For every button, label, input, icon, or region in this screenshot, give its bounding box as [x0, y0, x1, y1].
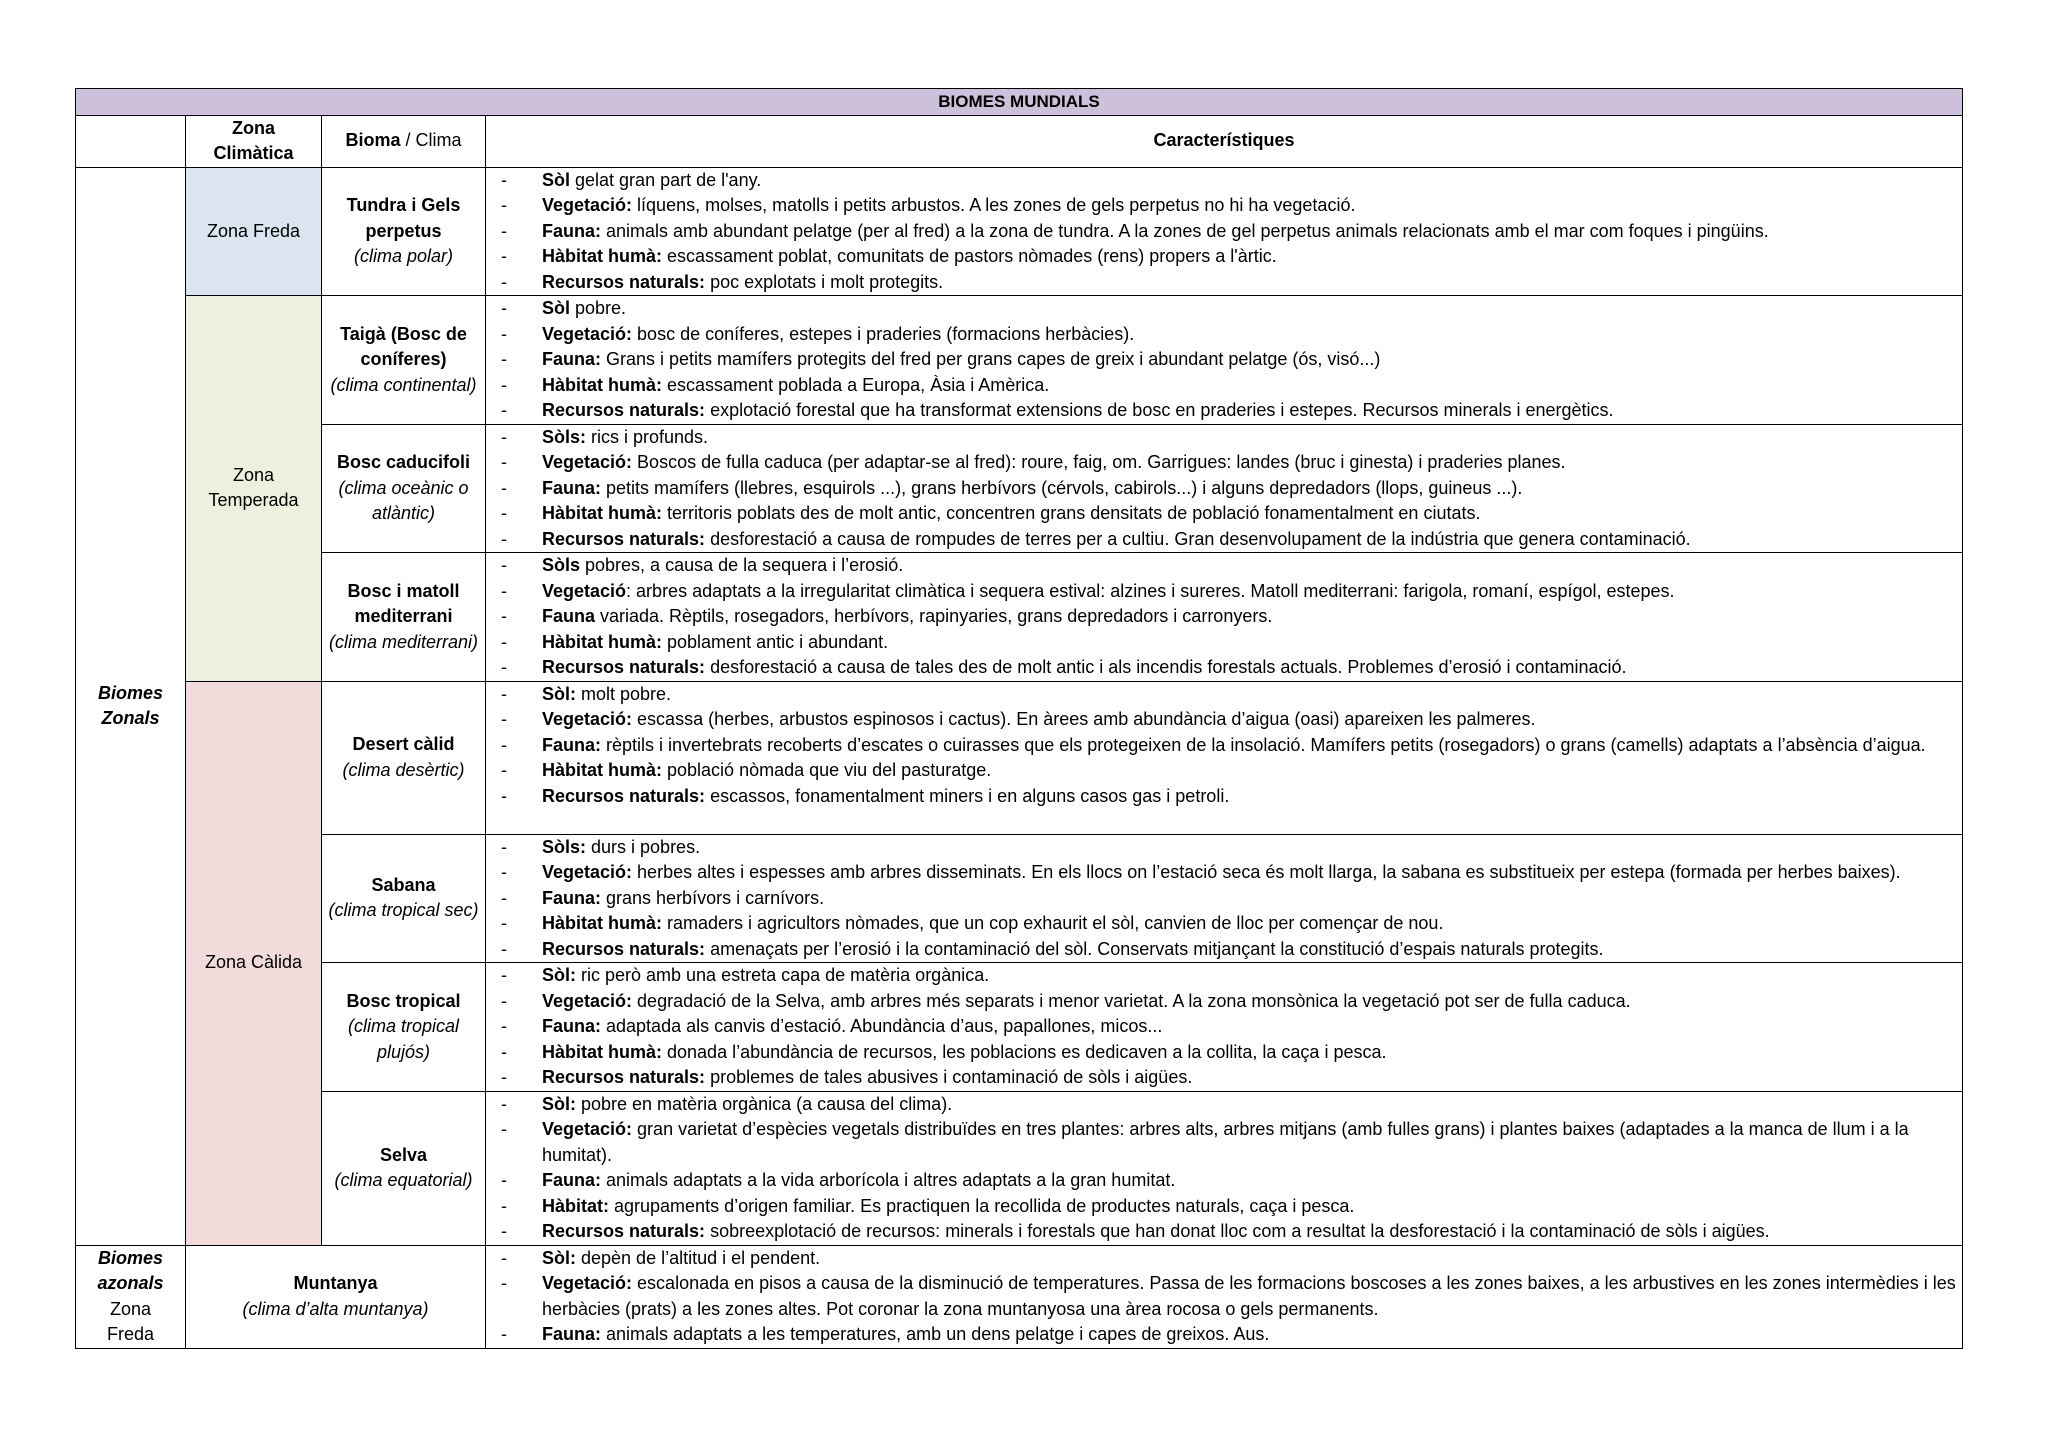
- characteristic-item: [486, 373, 1956, 399]
- characteristic-text: desforestació a causa de tales des de molt antic i als incendis forestals actuals. Problemes d’erosió i contaminació.: [705, 657, 1627, 677]
- characteristic-item: [486, 1117, 1956, 1168]
- characteristic-text: animals amb abundant pelatge (per al fred) a la zona de tundra. A la zones de gel perpetus animals relacionats amb el mar com foques i pingüins.: [601, 220, 1769, 241]
- characteristics-cell: [486, 167, 1963, 296]
- characteristics-cell: [486, 1245, 1963, 1348]
- characteristic-label: Recursos naturals:: [542, 271, 706, 292]
- biome-name: Muntanya: [293, 1273, 378, 1293]
- characteristic-item: [486, 784, 1956, 810]
- header-zona-climatica: [186, 115, 322, 167]
- characteristics-list: [486, 425, 1962, 553]
- characteristic-text: animals adaptats a la vida arborícola i altres adaptats a la gran humitat.: [601, 1170, 1176, 1190]
- biome-cell: [322, 296, 486, 425]
- characteristic-label: Vegetació:: [542, 1119, 633, 1139]
- characteristic-label: Vegetació:: [542, 323, 633, 344]
- characteristics-cell: [486, 553, 1963, 682]
- characteristic-text: líquens, molses, matolls i petits arbustos. A les zones de gels perpetus no hi ha vegetació.: [632, 195, 1356, 215]
- characteristic-text: desforestació a causa de rompudes de terres per a cultiu. Gran desenvolupament de la indústria que genera contaminació.: [705, 528, 1691, 549]
- characteristics-cell: [486, 834, 1963, 963]
- characteristic-item: [486, 835, 1956, 861]
- characteristic-item: [486, 244, 1956, 270]
- group-azonals-label: Biomes azonals: [97, 1247, 164, 1293]
- characteristic-label: Sòls: [542, 555, 581, 575]
- table-row: [76, 167, 1963, 296]
- characteristic-label: Hàbitat humà:: [542, 374, 663, 395]
- characteristic-item: [486, 604, 1956, 630]
- characteristic-label: Vegetació:: [542, 709, 633, 729]
- characteristics-list: [486, 963, 1962, 1091]
- characteristic-label: Fauna:: [542, 1324, 602, 1344]
- characteristic-item: [486, 219, 1956, 245]
- zone-calida: Zona Càlida: [186, 681, 322, 1245]
- characteristic-text: gran varietat d’espècies vegetals distribuïdes en tres plantes: arbres alts, arbres mitjans (amb fulles grans) i plantes baixes (adaptades a la manca de llum i a la humitat).: [542, 1119, 1909, 1165]
- characteristics-list: [486, 1092, 1962, 1245]
- characteristic-item: [486, 1246, 1956, 1272]
- biome-cell: [322, 424, 486, 553]
- characteristic-label: Hàbitat humà:: [542, 913, 663, 933]
- characteristic-text: variada. Rèptils, rosegadors, herbívors, rapinyaries, grans depredadors i carronyers.: [595, 606, 1273, 626]
- characteristic-item: [486, 860, 1956, 886]
- table-row: [76, 1245, 1963, 1348]
- characteristic-text: escalonada en pisos a causa de la disminució de temperatures. Passa de les formacions boscoses a les zones baixes, a les arbustives en les zones intermèdies i les herbàcies (prats) a les zones altes. Pot coronar la zona muntanyosa una àrea rocosa o gels permanents.: [542, 1273, 1956, 1319]
- characteristic-label: Recursos naturals:: [542, 785, 706, 806]
- characteristic-text: sobreexplotació de recursos: minerals i forestals que han donat lloc com a resultat la desforestació i la contaminació de sòls i aigües.: [705, 1221, 1770, 1241]
- characteristic-text: Grans i petits mamífers protegits del fred per grans capes de greix i abundant pelatge (ós, visó...): [601, 349, 1381, 369]
- group-azonals-zone: Zona Freda: [106, 1298, 155, 1344]
- characteristic-label: Hàbitat humà:: [542, 1041, 663, 1062]
- characteristics-list: [486, 296, 1962, 424]
- characteristics-cell: [486, 963, 1963, 1092]
- biome-name: Bosc i matoll mediterrani: [347, 580, 460, 626]
- biome-name: Bosc tropical: [346, 990, 461, 1011]
- characteristic-text: poblament antic i abundant.: [662, 631, 889, 652]
- characteristic-label: Hàbitat:: [542, 1195, 609, 1216]
- biome-climate: (clima tropical sec): [328, 900, 479, 921]
- table-row: [76, 296, 1963, 425]
- characteristic-text: població nòmada que viu del pasturatge.: [662, 760, 992, 780]
- characteristic-text: gelat gran part de l'any.: [570, 169, 762, 190]
- biome-cell: [322, 963, 486, 1092]
- characteristic-text: ric però amb una estreta capa de matèria orgànica.: [576, 965, 990, 985]
- characteristic-item: [486, 398, 1956, 424]
- biome-name: Bosc caducifoli: [336, 452, 471, 472]
- characteristic-label: Sòl:: [542, 1093, 576, 1114]
- characteristic-label: Sòls:: [542, 836, 587, 857]
- characteristic-text: rèptils i invertebrats recoberts d’escates o cuirasses que els protegeixen de la insolació. Mamífers petits (rosegadors) o grans (camells) adaptats a l’absència d’aigua.: [601, 734, 1926, 755]
- characteristic-label: Fauna:: [542, 477, 602, 498]
- characteristic-text: depèn de l’altitud i el pendent.: [576, 1247, 821, 1268]
- characteristic-label: Sòls:: [542, 426, 587, 447]
- characteristic-text: escassos, fonamentalment miners i en alguns casos gas i petroli.: [705, 785, 1230, 806]
- group-biomes-zonals: [76, 167, 186, 1245]
- characteristic-label: Sòl: [542, 298, 571, 318]
- characteristic-item: [486, 911, 1956, 937]
- biome-name: Selva: [379, 1144, 428, 1165]
- characteristic-label: Fauna:: [542, 220, 602, 241]
- characteristic-item: [486, 1271, 1956, 1322]
- characteristic-label: Hàbitat humà:: [542, 246, 663, 266]
- characteristic-item: [486, 296, 1956, 322]
- biome-climate: (clima d’alta muntanya): [242, 1298, 429, 1319]
- biome-name: Desert càlid: [352, 734, 455, 754]
- biome-climate: (clima continental): [330, 374, 477, 395]
- table-row: [76, 1091, 1963, 1245]
- characteristics-list: [486, 835, 1962, 963]
- characteristic-label: Vegetació:: [542, 990, 633, 1011]
- header-clima-label: / Clima: [400, 130, 462, 151]
- biome-cell: [322, 834, 486, 963]
- characteristic-text: adaptada als canvis d’estació. Abundància d’aus, papallones, micos...: [601, 1016, 1163, 1036]
- characteristic-text: problemes de tales abusives i contaminació de sòls i aigües.: [705, 1067, 1193, 1087]
- characteristic-item: [486, 1065, 1956, 1091]
- characteristic-item: [486, 270, 1956, 296]
- characteristic-text: pobre en matèria orgànica (a causa del clima).: [576, 1093, 953, 1114]
- characteristic-label: Hàbitat humà:: [542, 760, 663, 780]
- characteristic-label: Fauna:: [542, 349, 602, 369]
- biome-climate: (clima tropical plujós): [347, 1016, 460, 1062]
- characteristic-item: [486, 733, 1956, 759]
- characteristic-label: Fauna:: [542, 887, 602, 908]
- characteristic-item: [486, 1040, 1956, 1066]
- characteristic-label: Vegetació:: [542, 195, 633, 215]
- characteristic-text: : arbres adaptats a la irregularitat climàtica i sequera estival: alzines i sureres. Matoll mediterrani: farigola, romaní, espígol, estepes.: [626, 580, 1675, 601]
- characteristic-item: [486, 989, 1956, 1015]
- biome-cell: [322, 553, 486, 682]
- biome-climate: (clima oceànic o atlàntic): [338, 477, 469, 523]
- characteristic-text: durs i pobres.: [586, 836, 701, 857]
- characteristic-item: [486, 553, 1956, 579]
- characteristic-label: Recursos naturals:: [542, 657, 706, 677]
- characteristic-item: [486, 1014, 1956, 1040]
- characteristic-text: petits mamífers (llebres, esquirols ...), grans herbívors (cérvols, cabirols...) i alguns depredadors (llops, guineus ...).: [601, 477, 1523, 498]
- zone-freda: Zona Freda: [186, 167, 322, 296]
- characteristic-label: Recursos naturals:: [542, 1221, 706, 1241]
- table-row: [76, 834, 1963, 963]
- table-row: [76, 424, 1963, 553]
- characteristic-text: amenaçats per l’erosió i la contaminació del sòl. Conservats mitjançant la constitució d’espais naturals protegits.: [705, 938, 1604, 959]
- characteristic-label: Fauna: [542, 606, 596, 626]
- zone-temperada: [186, 296, 322, 682]
- table-title: BIOMES MUNDIALS: [76, 89, 1963, 116]
- biome-cell: [186, 1245, 486, 1348]
- characteristic-text: molt pobre.: [576, 683, 672, 704]
- biome-climate: (clima desèrtic): [342, 759, 465, 780]
- characteristic-item: [486, 527, 1956, 553]
- biomes-table: [75, 88, 1963, 1349]
- biome-climate: (clima equatorial): [334, 1170, 473, 1190]
- characteristic-text: escassament poblada a Europa, Àsia i Amèrica.: [662, 374, 1050, 395]
- header-bioma-clima: [322, 115, 486, 167]
- characteristic-label: Fauna:: [542, 1170, 602, 1190]
- characteristic-item: [486, 1219, 1956, 1245]
- characteristic-text: ramaders i agricultors nòmades, que un cop exhaurit el sòl, canvien de lloc per començar de nou.: [662, 913, 1444, 933]
- characteristic-text: escassa (herbes, arbustos espinosos i cactus). En àrees amb abundància d’aigua (oasi) apareixen les palmeres.: [632, 709, 1536, 729]
- characteristic-text: grans herbívors i carnívors.: [601, 887, 825, 908]
- characteristic-item: [486, 886, 1956, 912]
- header-zona-label: Zona Climàtica: [213, 117, 294, 163]
- characteristic-label: Hàbitat humà:: [542, 503, 663, 523]
- group-zonals-label: Biomes Zonals: [97, 682, 164, 728]
- characteristic-item: [486, 758, 1956, 784]
- characteristic-item: [486, 347, 1956, 373]
- header-caracteristiques: Característiques: [486, 115, 1963, 167]
- characteristic-text: herbes altes i espesses amb arbres disseminats. En els llocs on l’estació seca és molt llarga, la sabana es substitueix per estepa (formada per herbes baixes).: [632, 862, 1901, 882]
- characteristic-label: Sòl:: [542, 1247, 576, 1268]
- characteristic-text: agrupaments d’origen familiar. Es practiquen la recollida de productes naturals, caça i pesca.: [609, 1195, 1355, 1216]
- characteristic-label: Recursos naturals:: [542, 938, 706, 959]
- characteristic-label: Fauna:: [542, 734, 602, 755]
- characteristics-list: [486, 553, 1962, 681]
- group-biomes-azonals: [76, 1245, 186, 1348]
- characteristics-cell: [486, 681, 1963, 834]
- characteristic-text: animals adaptats a les temperatures, amb un dens pelatge i capes de greixos. Aus.: [601, 1324, 1270, 1344]
- characteristic-label: Sòl:: [542, 965, 576, 985]
- biome-cell: [322, 1091, 486, 1245]
- characteristic-item: [486, 1092, 1956, 1118]
- characteristic-label: Sòl:: [542, 683, 576, 704]
- characteristic-text: explotació forestal que ha transformat extensions de bosc en praderies i estepes. Recursos minerals i energètics.: [705, 400, 1614, 420]
- characteristics-list: [486, 682, 1962, 810]
- characteristic-item: [486, 425, 1956, 451]
- biome-name: Tundra i Gels perpetus: [346, 195, 461, 241]
- characteristic-item: [486, 1168, 1956, 1194]
- characteristic-text: degradació de la Selva, amb arbres més separats i menor varietat. A la zona monsònica la vegetació pot ser de fulla caduca.: [632, 990, 1631, 1011]
- characteristic-text: pobres, a causa de la sequera i l’erosió.: [580, 555, 904, 575]
- characteristic-label: Recursos naturals:: [542, 400, 706, 420]
- characteristic-item: [486, 630, 1956, 656]
- characteristic-text: pobre.: [570, 298, 627, 318]
- characteristic-label: Sòl: [542, 169, 571, 190]
- characteristic-item: [486, 655, 1956, 681]
- biome-cell: [322, 167, 486, 296]
- characteristic-label: Recursos naturals:: [542, 528, 706, 549]
- characteristic-label: Vegetació:: [542, 1273, 633, 1293]
- characteristics-list: [486, 1246, 1962, 1348]
- characteristic-item: [486, 450, 1956, 476]
- characteristic-item: [486, 322, 1956, 348]
- characteristic-item: [486, 501, 1956, 527]
- characteristic-text: escassament poblat, comunitats de pastors nòmades (rens) propers a l'àrtic.: [662, 246, 1277, 266]
- characteristic-item: [486, 168, 1956, 194]
- characteristic-label: Vegetació: [542, 580, 627, 601]
- characteristic-text: poc explotats i molt protegits.: [705, 271, 944, 292]
- characteristic-label: Hàbitat humà:: [542, 631, 663, 652]
- characteristic-text: donada l’abundància de recursos, les poblacions es dedicaven a la collita, la caça i pesca.: [662, 1041, 1387, 1062]
- characteristic-label: Vegetació:: [542, 452, 633, 472]
- biome-cell: [322, 681, 486, 834]
- header-empty-cell: [76, 115, 186, 167]
- characteristic-item: [486, 476, 1956, 502]
- zone-temperada-label: Zona Temperada: [208, 464, 299, 511]
- table-row: [76, 681, 1963, 834]
- characteristic-text: Boscos de fulla caduca (per adaptar-se al fred): roure, faig, om. Garrigues: landes (bruc i ginesta) i praderies planes.: [632, 452, 1566, 472]
- table-row: [76, 553, 1963, 682]
- characteristics-cell: [486, 296, 1963, 425]
- table-row: [76, 963, 1963, 1092]
- header-bioma-label: Bioma: [345, 130, 401, 151]
- characteristic-item: [486, 193, 1956, 219]
- characteristic-item: [486, 937, 1956, 963]
- characteristic-label: Recursos naturals:: [542, 1067, 706, 1087]
- characteristic-text: territoris poblats des de molt antic, concentren grans densitats de població fonamentalment en ciutats.: [662, 503, 1481, 523]
- characteristic-text: rics i profunds.: [586, 426, 709, 447]
- biome-climate: (clima mediterrani): [328, 631, 479, 652]
- characteristic-item: [486, 682, 1956, 708]
- characteristic-item: [486, 579, 1956, 605]
- characteristic-item: [486, 1322, 1956, 1348]
- characteristics-cell: [486, 424, 1963, 553]
- characteristic-item: [486, 1194, 1956, 1220]
- characteristic-item: [486, 963, 1956, 989]
- characteristic-label: Fauna:: [542, 1016, 602, 1036]
- biome-name: Taigà (Bosc de coníferes): [340, 323, 467, 369]
- characteristics-list: [486, 168, 1962, 296]
- characteristic-text: bosc de coníferes, estepes i praderies (formacions herbàcies).: [632, 323, 1135, 344]
- characteristics-cell: [486, 1091, 1963, 1245]
- biome-name: Sabana: [371, 874, 436, 895]
- biome-climate: (clima polar): [353, 246, 454, 266]
- characteristic-label: Vegetació:: [542, 862, 633, 882]
- characteristic-item: [486, 707, 1956, 733]
